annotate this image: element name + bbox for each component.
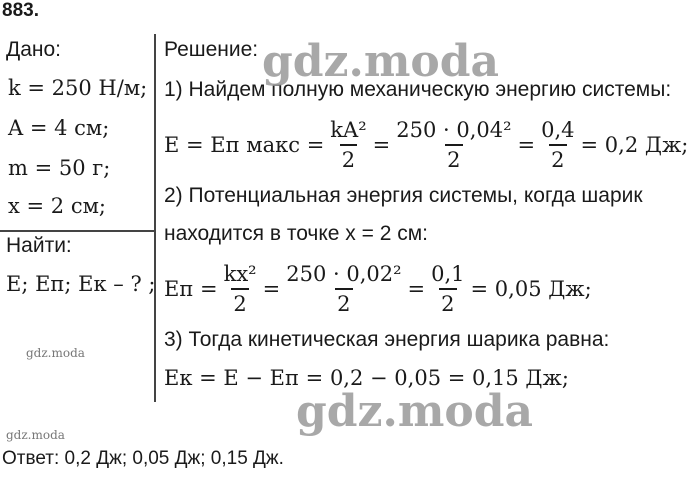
step1-text: 1) Найдем полную механическую энергию системы: xyxy=(164,78,672,101)
given-title: Дано: xyxy=(6,38,62,61)
given-x: x = 2 см; xyxy=(8,194,106,218)
equation-kinetic-energy: Eк = E − Eп = 0,2 − 0,05 = 0,15 Дж; xyxy=(164,366,569,390)
eq1-lhs: E = Eп макс = xyxy=(164,133,325,157)
eq1-f1-den: 2 xyxy=(340,144,357,172)
eq2-fraction-3 xyxy=(429,262,466,316)
watermark-top: gdz.moda xyxy=(262,36,500,87)
vertical-divider xyxy=(154,34,156,402)
step2-line1: 2) Потенциальная энергия системы, когда шарик xyxy=(164,184,643,207)
step3-text: 3) Тогда кинетическая энергия шарика равна: xyxy=(164,328,610,351)
eq1-f3-den: 2 xyxy=(549,144,566,172)
answer-text: Ответ: 0,2 Дж; 0,05 Дж; 0,15 Дж. xyxy=(2,448,284,469)
eq1-equals-1: = xyxy=(372,133,391,157)
watermark-bottom: gdz.moda xyxy=(296,386,534,437)
given-a: A = 4 см; xyxy=(8,116,110,140)
equation-total-energy xyxy=(164,112,688,178)
eq2-lhs: Eп = xyxy=(164,277,218,301)
problem-number: 883. xyxy=(2,0,39,21)
eq1-result: = 0,2 Дж; xyxy=(580,133,689,157)
given-k: k = 250 Н/м; xyxy=(8,76,148,100)
eq2-equals-2: = xyxy=(407,277,426,301)
eq2-fraction-1 xyxy=(222,262,259,316)
find-expr: E; Eп; Eк – ? ; xyxy=(6,272,156,296)
eq2-fraction-2 xyxy=(284,262,403,316)
find-title: Найти: xyxy=(6,234,72,257)
eq1-fraction-2 xyxy=(394,118,513,172)
eq2-f1-den: 2 xyxy=(231,288,248,316)
given-m: m = 50 г; xyxy=(8,156,111,180)
eq2-f2-den: 2 xyxy=(335,288,352,316)
eq2-f2-num: 250 · 0,02² xyxy=(286,262,402,286)
eq2-f3-den: 2 xyxy=(439,288,456,316)
eq1-fraction-1 xyxy=(328,118,368,172)
step2-line2: находится в точке x = 2 см: xyxy=(164,222,429,245)
eq1-f3-num: 0,4 xyxy=(541,118,575,142)
eq1-f1-num: kA² xyxy=(330,118,367,142)
eq1-f2-num: 250 · 0,04² xyxy=(396,118,512,142)
solution-title: Решение: xyxy=(164,38,259,61)
eq2-f1-num: kx² xyxy=(223,262,257,286)
eq2-f3-num: 0,1 xyxy=(431,262,465,286)
eq1-fraction-3 xyxy=(539,118,576,172)
watermark-small-left: gdz.moda xyxy=(26,346,85,360)
eq1-f2-den: 2 xyxy=(445,144,462,172)
eq2-equals-1: = xyxy=(262,277,281,301)
given-divider xyxy=(0,230,155,232)
eq2-result: = 0,05 Дж; xyxy=(470,277,592,301)
watermark-small-bottom: gdz.moda xyxy=(6,428,65,442)
equation-potential-energy xyxy=(164,256,592,322)
eq1-equals-2: = xyxy=(517,133,536,157)
